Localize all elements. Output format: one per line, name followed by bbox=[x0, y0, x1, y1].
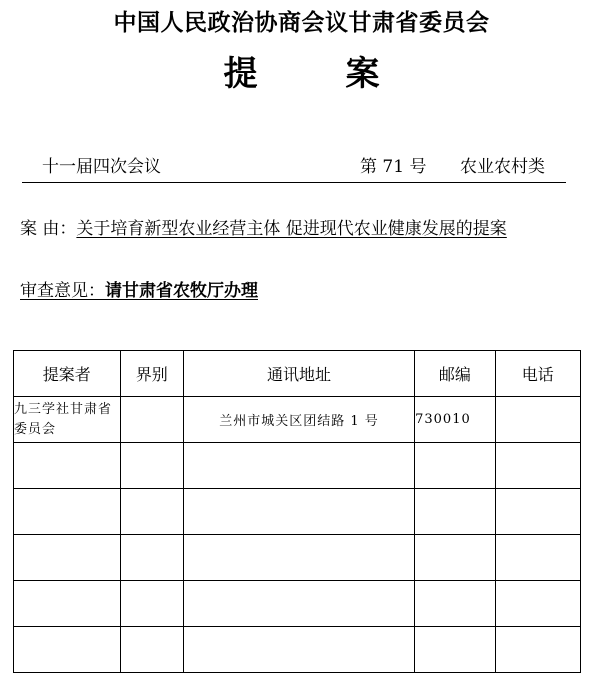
table-row bbox=[14, 489, 581, 535]
table-row bbox=[14, 397, 581, 443]
header-proposer: 提案者 bbox=[14, 351, 121, 397]
phone-cell bbox=[495, 581, 580, 627]
address-cell bbox=[183, 443, 414, 489]
proposer-cell bbox=[14, 489, 121, 535]
phone-cell bbox=[495, 627, 580, 673]
proposer-cell bbox=[14, 535, 121, 581]
postcode-cell bbox=[415, 581, 495, 627]
table-row bbox=[14, 627, 581, 673]
header-postcode: 邮编 bbox=[415, 351, 495, 397]
sector-cell bbox=[120, 627, 183, 673]
proposer-table bbox=[13, 350, 581, 673]
header-sector: 界别 bbox=[120, 351, 183, 397]
header-phone: 电话 bbox=[495, 351, 580, 397]
postcode-cell bbox=[415, 443, 495, 489]
phone-cell bbox=[495, 443, 580, 489]
table-header-row bbox=[14, 351, 581, 397]
address-cell bbox=[183, 489, 414, 535]
document-title: 提案 bbox=[223, 54, 468, 94]
session-label: 十一届四次会议 bbox=[42, 157, 161, 177]
address-cell bbox=[183, 581, 414, 627]
reason-row bbox=[20, 214, 507, 239]
header-divider bbox=[22, 182, 566, 183]
phone-cell bbox=[495, 397, 580, 443]
sector-cell bbox=[120, 535, 183, 581]
proposer-cell bbox=[14, 581, 121, 627]
phone-cell bbox=[495, 489, 580, 535]
address-cell bbox=[183, 535, 414, 581]
table-row bbox=[14, 581, 581, 627]
proposal-number: 第 71 号 bbox=[360, 157, 427, 177]
review-label: 审查意见： bbox=[20, 281, 105, 301]
postcode-cell bbox=[415, 627, 495, 673]
proposer-cell: 九三学社甘肃省委员会 bbox=[14, 397, 121, 443]
proposer-cell bbox=[14, 627, 121, 673]
header-address: 通讯地址 bbox=[183, 351, 414, 397]
address-cell bbox=[183, 627, 414, 673]
organization-title: 中国人民政治协商会议甘肃省委员会 bbox=[113, 9, 490, 36]
postcode-cell bbox=[415, 535, 495, 581]
table-row bbox=[14, 535, 581, 581]
postcode-cell bbox=[415, 489, 495, 535]
postcode-cell: 730010 bbox=[415, 397, 495, 443]
sector-cell bbox=[120, 581, 183, 627]
reason-text: 关于培育新型农业经营主体 促进现代农业健康发展的提案 bbox=[76, 219, 507, 239]
sector-cell bbox=[120, 489, 183, 535]
phone-cell bbox=[495, 535, 580, 581]
sector-cell bbox=[120, 443, 183, 489]
reason-label: 案 由： bbox=[20, 219, 77, 239]
proposal-category: 农业农村类 bbox=[460, 157, 545, 177]
review-row bbox=[20, 276, 258, 301]
sector-cell bbox=[120, 397, 183, 443]
table-row bbox=[14, 443, 581, 489]
review-text: 请甘肃省农牧厅办理 bbox=[105, 281, 258, 301]
address-cell: 兰州市城关区团结路 1 号 bbox=[183, 397, 414, 443]
proposer-cell bbox=[14, 443, 121, 489]
